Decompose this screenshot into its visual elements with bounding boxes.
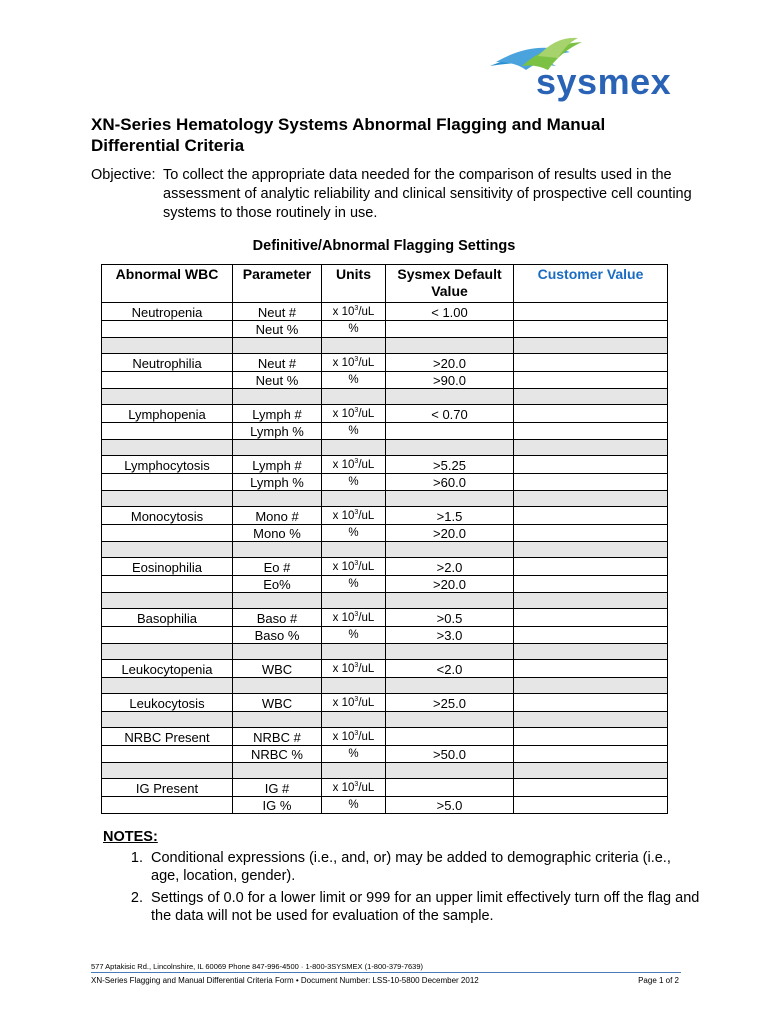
unit-tail: /uL [358,696,375,709]
cell-parameter: NRBC # [233,728,322,746]
cell-parameter: Neut % [233,321,322,338]
separator-row [102,491,668,507]
cell-customer-value[interactable] [514,627,668,644]
separator-cell [514,542,668,558]
cell-sysmex-default: >5.0 [386,797,514,814]
unit-tail: /uL [358,458,375,471]
cell-customer-value[interactable] [514,321,668,338]
cell-abnormal-wbc [102,797,233,814]
unit-exponent: 3 [354,661,359,669]
unit-base: x 10 [332,356,355,369]
separator-cell [514,389,668,405]
cell-units [322,354,386,372]
unit-base: x 10 [332,730,355,743]
cell-sysmex-default [386,321,514,338]
cell-customer-value[interactable] [514,609,668,627]
cell-abnormal-wbc [102,321,233,338]
cell-abnormal-wbc: Leukocytopenia [102,660,233,678]
notes-header: NOTES: [103,829,158,845]
separator-cell [386,763,514,779]
separator-cell [102,389,233,405]
unit-exponent: 3 [354,508,359,516]
separator-row [102,678,668,694]
cell-abnormal-wbc: Neutrophilia [102,354,233,372]
table-row [102,660,668,678]
cell-customer-value[interactable] [514,456,668,474]
separator-cell [102,678,233,694]
cell-units [322,694,386,712]
cell-units [322,525,386,542]
cell-units [322,627,386,644]
unit-base: x 10 [332,458,355,471]
cell-sysmex-default: >60.0 [386,474,514,491]
cell-customer-value[interactable] [514,660,668,678]
cell-parameter: Eo% [233,576,322,593]
separator-row [102,593,668,609]
cell-sysmex-default: >50.0 [386,746,514,763]
footer-address: 577 Aptakisic Rd., Lincolnshire, IL 60069 Phone 847-996-4500 · 1-800-3SYSMEX (1-800-379-7639) [91,962,424,971]
separator-cell [322,542,386,558]
separator-cell [322,491,386,507]
separator-row [102,338,668,354]
cell-units [322,558,386,576]
flagging-settings-table [101,264,668,814]
separator-cell [233,389,322,405]
cell-customer-value[interactable] [514,746,668,763]
separator-cell [233,678,322,694]
separator-cell [322,644,386,660]
table-row [102,303,668,321]
cell-sysmex-default: >5.25 [386,456,514,474]
table-row [102,779,668,797]
separator-cell [514,440,668,456]
objective-label: Objective: [91,167,156,183]
cell-parameter: Mono % [233,525,322,542]
unit-tail: /uL [358,407,375,420]
cell-parameter: IG % [233,797,322,814]
notes-list [103,849,703,925]
separator-cell [514,338,668,354]
separator-cell [386,338,514,354]
cell-parameter: Eo # [233,558,322,576]
separator-cell [233,542,322,558]
table-row [102,694,668,712]
cell-units [322,405,386,423]
table-row [102,474,668,491]
cell-abnormal-wbc [102,423,233,440]
cell-customer-value[interactable] [514,507,668,525]
unit-base: x 10 [332,560,355,573]
separator-cell [233,338,322,354]
cell-customer-value[interactable] [514,576,668,593]
cell-sysmex-default: >2.0 [386,558,514,576]
separator-cell [322,678,386,694]
cell-units [322,746,386,763]
table-row [102,558,668,576]
cell-sysmex-default: >20.0 [386,525,514,542]
cell-parameter: Neut # [233,354,322,372]
separator-cell [233,593,322,609]
cell-abnormal-wbc [102,627,233,644]
separator-cell [322,338,386,354]
table-row [102,507,668,525]
cell-units [322,507,386,525]
unit-base: % [348,747,359,760]
table-row [102,321,668,338]
cell-sysmex-default: < 0.70 [386,405,514,423]
cell-parameter: Neut # [233,303,322,321]
separator-cell [102,440,233,456]
header-parameter: Parameter [233,265,322,303]
cell-sysmex-default: >25.0 [386,694,514,712]
unit-tail: /uL [358,509,375,522]
cell-customer-value[interactable] [514,303,668,321]
unit-base: % [348,424,359,437]
unit-tail: /uL [358,781,375,794]
cell-parameter: Baso # [233,609,322,627]
unit-exponent: 3 [354,406,359,414]
unit-base: % [348,373,359,386]
unit-tail: /uL [358,662,375,675]
cell-abnormal-wbc: Basophilia [102,609,233,627]
separator-cell [102,712,233,728]
table-row [102,797,668,814]
table-row [102,576,668,593]
cell-abnormal-wbc: Neutropenia [102,303,233,321]
table-row [102,372,668,389]
unit-tail: /uL [358,305,375,318]
table-row [102,609,668,627]
cell-abnormal-wbc [102,372,233,389]
cell-sysmex-default [386,779,514,797]
separator-cell [386,542,514,558]
cell-abnormal-wbc [102,576,233,593]
cell-units [322,423,386,440]
table-row [102,354,668,372]
cell-sysmex-default [386,423,514,440]
table-header-row [102,265,668,303]
footer-page-number: Page 1 of 2 [638,976,679,985]
unit-exponent: 3 [354,559,359,567]
cell-units [322,372,386,389]
cell-units [322,474,386,491]
unit-exponent: 3 [354,610,359,618]
separator-cell [322,763,386,779]
separator-row [102,542,668,558]
separator-cell [386,678,514,694]
cell-parameter: Lymph # [233,456,322,474]
header-sysmex-default: Sysmex Default Value [386,265,514,303]
cell-parameter: IG # [233,779,322,797]
notes-section [103,828,703,929]
cell-customer-value[interactable] [514,474,668,491]
unit-exponent: 3 [354,780,359,788]
unit-tail: /uL [358,560,375,573]
cell-abnormal-wbc: Leukocytosis [102,694,233,712]
cell-parameter: Mono # [233,507,322,525]
cell-customer-value[interactable] [514,354,668,372]
cell-abnormal-wbc [102,746,233,763]
unit-exponent: 3 [354,695,359,703]
cell-abnormal-wbc [102,525,233,542]
cell-sysmex-default: >20.0 [386,354,514,372]
footer-divider [91,972,681,973]
separator-cell [322,440,386,456]
cell-units [322,728,386,746]
unit-tail: /uL [358,611,375,624]
cell-customer-value[interactable] [514,779,668,797]
footer-document-info: XN-Series Flagging and Manual Differential Criteria Form • Document Number: LSS-10-5800 December 2012 [91,976,479,985]
unit-base: x 10 [332,696,355,709]
cell-units [322,303,386,321]
cell-customer-value[interactable] [514,797,668,814]
cell-customer-value[interactable] [514,558,668,576]
separator-cell [514,763,668,779]
separator-cell [514,644,668,660]
header-units: Units [322,265,386,303]
objective-text: To collect the appropriate data needed for the comparison of results used in the assessment of analytic reliability and clinical sensitivity of prospective cell counting systems to those routinely in use. [163,167,692,221]
separator-cell [514,712,668,728]
cell-abnormal-wbc: IG Present [102,779,233,797]
cell-customer-value[interactable] [514,423,668,440]
cell-customer-value[interactable] [514,405,668,423]
unit-base: % [348,475,359,488]
cell-customer-value[interactable] [514,728,668,746]
unit-tail: /uL [358,356,375,369]
cell-abnormal-wbc: Monocytosis [102,507,233,525]
separator-cell [386,491,514,507]
cell-sysmex-default: >1.5 [386,507,514,525]
cell-abnormal-wbc: Lymphopenia [102,405,233,423]
cell-sysmex-default: >20.0 [386,576,514,593]
table-row [102,525,668,542]
cell-parameter: Lymph % [233,423,322,440]
separator-row [102,644,668,660]
cell-sysmex-default [386,728,514,746]
table-row [102,423,668,440]
cell-units [322,797,386,814]
separator-cell [233,763,322,779]
cell-abnormal-wbc: NRBC Present [102,728,233,746]
cell-abnormal-wbc: Lymphocytosis [102,456,233,474]
separator-row [102,763,668,779]
cell-customer-value[interactable] [514,525,668,542]
separator-cell [514,491,668,507]
unit-base: % [348,577,359,590]
cell-abnormal-wbc [102,474,233,491]
separator-cell [514,678,668,694]
table-row [102,456,668,474]
cell-customer-value[interactable] [514,372,668,389]
separator-cell [322,389,386,405]
table-row [102,405,668,423]
cell-sysmex-default: <2.0 [386,660,514,678]
table-row [102,627,668,644]
separator-cell [102,593,233,609]
cell-units [322,609,386,627]
separator-cell [102,763,233,779]
separator-cell [233,491,322,507]
header-abnormal-wbc: Abnormal WBC [102,265,233,303]
separator-row [102,440,668,456]
separator-row [102,712,668,728]
separator-cell [102,338,233,354]
unit-base: x 10 [332,509,355,522]
separator-cell [386,440,514,456]
unit-base: x 10 [332,611,355,624]
cell-parameter: WBC [233,694,322,712]
logo-wordmark: sysmex [536,61,672,102]
separator-cell [386,644,514,660]
cell-units [322,321,386,338]
unit-base: x 10 [332,781,355,794]
separator-cell [102,542,233,558]
unit-base: % [348,322,359,335]
unit-base: x 10 [332,662,355,675]
separator-cell [233,440,322,456]
note-item: 2. Settings of 0.0 for a lower limit or 999 for an upper limit effectively turn off the flag and the data will not be used for evaluation of the sample. [147,889,703,925]
separator-cell [102,491,233,507]
cell-parameter: Neut % [233,372,322,389]
cell-parameter: Lymph % [233,474,322,491]
cell-units [322,779,386,797]
cell-sysmex-default: >0.5 [386,609,514,627]
unit-exponent: 3 [354,457,359,465]
separator-cell [386,593,514,609]
unit-base: x 10 [332,305,355,318]
separator-cell [386,389,514,405]
unit-base: % [348,798,359,811]
unit-base: x 10 [332,407,355,420]
unit-exponent: 3 [354,355,359,363]
separator-cell [233,644,322,660]
cell-sysmex-default: >3.0 [386,627,514,644]
unit-exponent: 3 [354,729,359,737]
cell-parameter: WBC [233,660,322,678]
separator-cell [322,712,386,728]
unit-exponent: 3 [354,304,359,312]
cell-abnormal-wbc: Eosinophilia [102,558,233,576]
cell-units [322,660,386,678]
cell-units [322,576,386,593]
cell-parameter: Lymph # [233,405,322,423]
cell-parameter: Baso % [233,627,322,644]
separator-cell [514,593,668,609]
separator-row [102,389,668,405]
separator-cell [102,644,233,660]
cell-customer-value[interactable] [514,694,668,712]
table-title: Definitive/Abnormal Flagging Settings [252,238,516,254]
separator-cell [386,712,514,728]
cell-sysmex-default: < 1.00 [386,303,514,321]
cell-parameter: NRBC % [233,746,322,763]
separator-cell [322,593,386,609]
cell-units [322,456,386,474]
document-title: XN-Series Hematology Systems Abnormal Flagging and Manual Differential Criteria [91,115,606,155]
table-row [102,746,668,763]
separator-cell [233,712,322,728]
note-item: 1. Conditional expressions (i.e., and, or) may be added to demographic criteria (i.e., age, location, gender). [147,849,703,885]
unit-base: % [348,526,359,539]
unit-base: % [348,628,359,641]
header-customer-value: Customer Value [514,265,668,303]
cell-sysmex-default: >90.0 [386,372,514,389]
table-row [102,728,668,746]
unit-tail: /uL [358,730,375,743]
